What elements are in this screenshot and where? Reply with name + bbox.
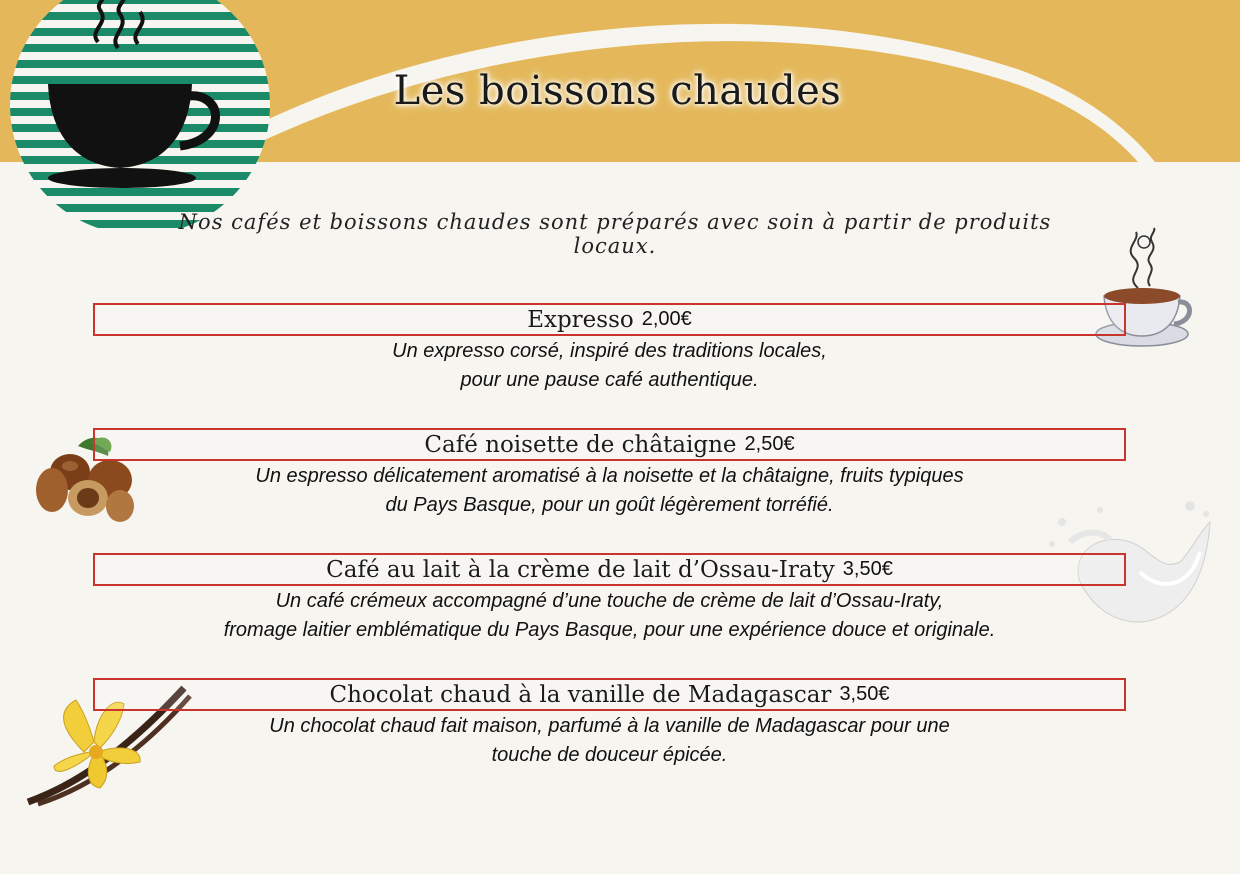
item-description-line: Un expresso corsé, inspiré des traditions locales, — [392, 340, 827, 362]
item-description-line: pour une pause café authentique. — [460, 369, 759, 391]
item-description — [93, 462, 1126, 520]
item-price: 3,50€ — [842, 558, 893, 580]
item-name: Chocolat chaud à la vanille de Madagascar — [329, 681, 832, 708]
item-title-frame — [93, 553, 1126, 586]
item-price: 2,00€ — [641, 308, 692, 330]
page-title: Les boissons chaudes — [393, 68, 842, 114]
page-subtitle: Nos cafés et boissons chaudes sont préparés avec soin à partir de produits locaux. — [178, 210, 1052, 258]
menu-item — [93, 428, 1126, 520]
item-description — [93, 337, 1126, 395]
menu-item — [93, 678, 1126, 770]
item-name: Expresso — [527, 306, 634, 333]
item-description-line: Un café crémeux accompagné d’une touche de crème de lait d’Ossau-Iraty, — [275, 590, 944, 612]
item-title-frame — [93, 303, 1126, 336]
item-description-line: fromage laitier emblématique du Pays Basque, pour une expérience douce et originale. — [223, 619, 996, 641]
item-description-line: Un chocolat chaud fait maison, parfumé à la vanille de Madagascar pour une — [269, 715, 950, 737]
item-description-line: du Pays Basque, pour un goût légèrement torréfié. — [385, 494, 834, 516]
item-price: 3,50€ — [839, 683, 890, 705]
item-name: Café noisette de châtaigne — [424, 431, 737, 458]
item-description — [93, 712, 1126, 770]
menu-item — [93, 303, 1126, 395]
item-name: Café au lait à la crème de lait d’Ossau-Iraty — [326, 556, 835, 583]
item-title-frame — [93, 428, 1126, 461]
item-title-frame — [93, 678, 1126, 711]
item-price: 2,50€ — [744, 433, 795, 455]
item-description-line: Un espresso délicatement aromatisé à la noisette et la châtaigne, fruits typiques — [255, 465, 964, 487]
menu-item — [93, 553, 1126, 645]
item-description — [93, 587, 1126, 645]
item-description-line: touche de douceur épicée. — [491, 744, 728, 766]
